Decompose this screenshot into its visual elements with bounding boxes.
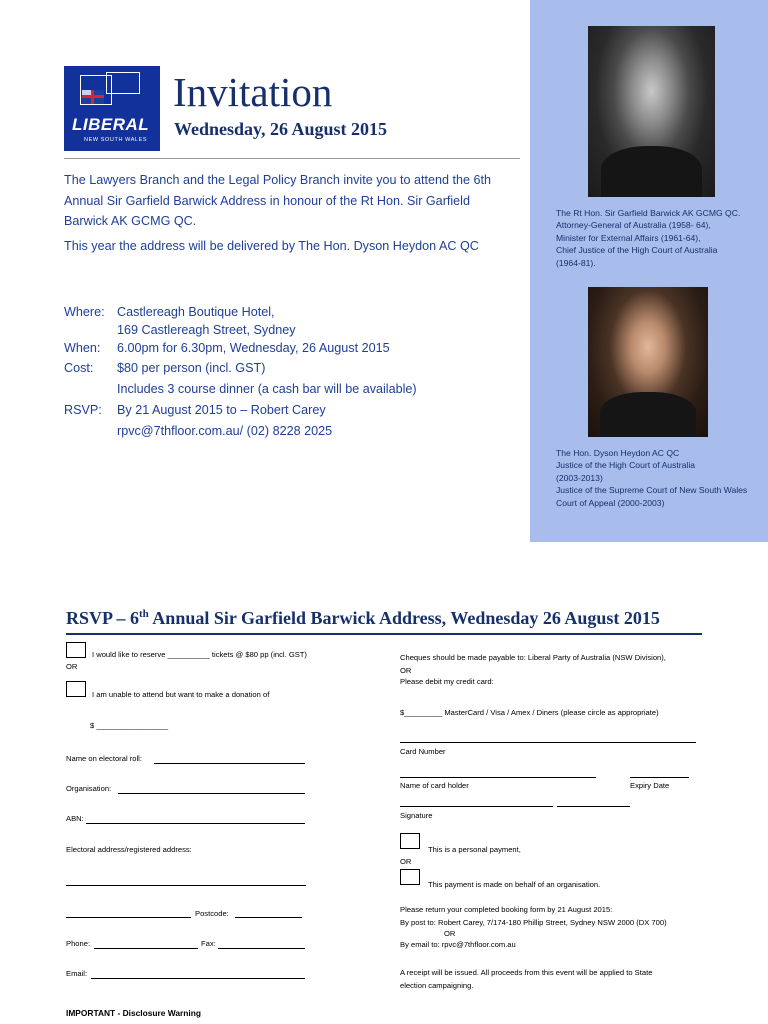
- caption-line: Minister for External Affairs (1961-64),: [556, 232, 701, 243]
- rsvp-value: By 21 August 2015 to – Robert Carey: [117, 403, 326, 417]
- donate-label: I am unable to attend but want to make a donation of: [92, 690, 270, 699]
- organisation-field[interactable]: [118, 793, 305, 794]
- logo-subtitle: NEW SOUTH WALES: [84, 137, 148, 143]
- electoral-roll-field[interactable]: [154, 763, 305, 764]
- abn-field[interactable]: [86, 823, 305, 824]
- caption-line: Court of Appeal (2000-2003): [556, 497, 665, 508]
- caption-heydon: [556, 447, 761, 509]
- reserve-label: I would like to reserve __________ tickets @ $80 pp (incl. GST): [92, 650, 307, 659]
- fax-field[interactable]: [218, 948, 305, 949]
- caption-line: Justice of the Supreme Court of New South Wales: [556, 485, 748, 496]
- postcode-label: Postcode:: [195, 909, 229, 918]
- return-instructions: Please return your completed booking form by 21 August 2015:: [400, 905, 613, 914]
- caption-line: Chief Justice of the High Court of Australia: [556, 245, 718, 256]
- card-type-line[interactable]: $_________ MasterCard / Visa / Amex / Diners (please circle as appropriate): [400, 708, 659, 717]
- email-instructions[interactable]: By email to: rpvc@7thfloor.com.au: [400, 940, 516, 949]
- where-value: Castlereagh Boutique Hotel,: [117, 305, 275, 319]
- cheques-label: Cheques should be made payable to: Liberal Party of Australia (NSW Division),: [400, 653, 666, 662]
- debit-label: Please debit my credit card:: [400, 677, 494, 686]
- portrait-barwick-photo: [588, 26, 715, 197]
- caption-barwick: [556, 207, 756, 269]
- phone-field[interactable]: [94, 948, 198, 949]
- speaker-line: This year the address will be delivered by The Hon. Dyson Heydon AC QC: [64, 239, 479, 253]
- cost-note: Includes 3 course dinner (a cash bar will be available): [117, 382, 417, 396]
- when-value: 6.00pm for 6.30pm, Wednesday, 26 August 2015: [117, 341, 390, 355]
- rsvp-contact[interactable]: rpvc@7thfloor.com.au/ (02) 8228 2025: [117, 424, 333, 438]
- card-number-field[interactable]: [400, 742, 696, 743]
- receipt-note-line2: election campaigning.: [400, 981, 474, 990]
- personal-payment-label: This is a personal payment,: [428, 845, 521, 854]
- rsvp-heading-post: Annual Sir Garfield Barwick Address, Wednesday 26 August 2015: [148, 608, 660, 628]
- or-label: OR: [444, 929, 456, 938]
- caption-line: The Hon. Dyson Heydon AC QC: [556, 448, 680, 458]
- org-payment-label: This payment is made on behalf of an organisation.: [428, 880, 601, 889]
- donate-checkbox[interactable]: [66, 681, 86, 697]
- signature-label: Signature: [400, 811, 433, 820]
- receipt-note: A receipt will be issued. All proceeds from this event will be applied to State: [400, 968, 653, 977]
- event-date: Wednesday, 26 August 2015: [174, 119, 388, 139]
- rsvp-divider: [66, 633, 702, 635]
- caption-line: Attorney-General of Australia (1958- 64),: [556, 220, 711, 231]
- email-label: Email:: [66, 969, 88, 978]
- caption-line: Justice of the High Court of Australia: [556, 460, 696, 471]
- rsvp-label: RSVP:: [64, 403, 102, 417]
- email-field[interactable]: [91, 978, 305, 979]
- abn-label: ABN:: [66, 814, 84, 823]
- where-label: Where:: [64, 305, 105, 319]
- address-field[interactable]: [66, 885, 306, 886]
- post-address: By post to: Robert Carey, 7/174-180 Phillip Street, Sydney NSW 2000 (DX 700): [400, 918, 667, 927]
- disclosure-warning-heading: IMPORTANT - Disclosure Warning: [66, 1008, 201, 1018]
- australian-flag-icon: [82, 90, 104, 104]
- electoral-roll-label: Name on electoral roll:: [66, 754, 142, 763]
- rsvp-heading: [66, 608, 660, 629]
- caption-line: The Rt Hon. Sir Garfield Barwick AK GCMG QC.: [556, 208, 741, 218]
- caption-line: (1964-81).: [556, 257, 596, 268]
- portrait-heydon-photo: [588, 287, 708, 437]
- card-holder-label: Name of card holder: [400, 781, 469, 790]
- liberal-party-logo: [64, 66, 160, 151]
- caption-line: (2003-2013): [556, 472, 603, 483]
- or-label: OR: [400, 666, 412, 675]
- address-label: Electoral address/registered address:: [66, 845, 192, 854]
- or-label: OR: [400, 857, 412, 866]
- logo-wordmark: LIBERAL: [72, 115, 150, 134]
- page-title: Invitation: [173, 69, 333, 115]
- expiry-label: Expiry Date: [630, 781, 670, 790]
- signature-field[interactable]: [400, 806, 553, 807]
- postcode-field[interactable]: [235, 917, 302, 918]
- card-number-label: Card Number: [400, 747, 446, 756]
- or-label: OR: [66, 662, 78, 671]
- intro-paragraph: The Lawyers Branch and the Legal Policy Branch invite you to attend the 6th Annual Sir Garfield Barwick Address in honour of the Rt Hon. Sir Garfield Barwick AK GCMG QC.: [64, 173, 492, 228]
- personal-payment-checkbox[interactable]: [400, 833, 420, 849]
- cost-value: $80 per person (incl. GST): [117, 361, 266, 375]
- reserve-checkbox[interactable]: [66, 642, 86, 658]
- when-label: When:: [64, 341, 101, 355]
- address-line2-field[interactable]: [66, 917, 191, 918]
- rsvp-heading-sup: th: [139, 608, 149, 620]
- phone-label: Phone:: [66, 939, 91, 948]
- fax-label: Fax:: [201, 939, 216, 948]
- rsvp-heading-pre: RSVP – 6: [66, 608, 140, 628]
- donation-amount-field[interactable]: $ _________________: [90, 721, 169, 730]
- cost-label: Cost:: [64, 361, 94, 375]
- organisation-label: Organisation:: [66, 784, 112, 793]
- signature-date-field[interactable]: [557, 806, 630, 807]
- where-value-line2: 169 Castlereagh Street, Sydney: [117, 323, 296, 337]
- expiry-field[interactable]: [630, 777, 689, 778]
- header-divider: [64, 158, 520, 159]
- card-holder-field[interactable]: [400, 777, 596, 778]
- org-payment-checkbox[interactable]: [400, 869, 420, 885]
